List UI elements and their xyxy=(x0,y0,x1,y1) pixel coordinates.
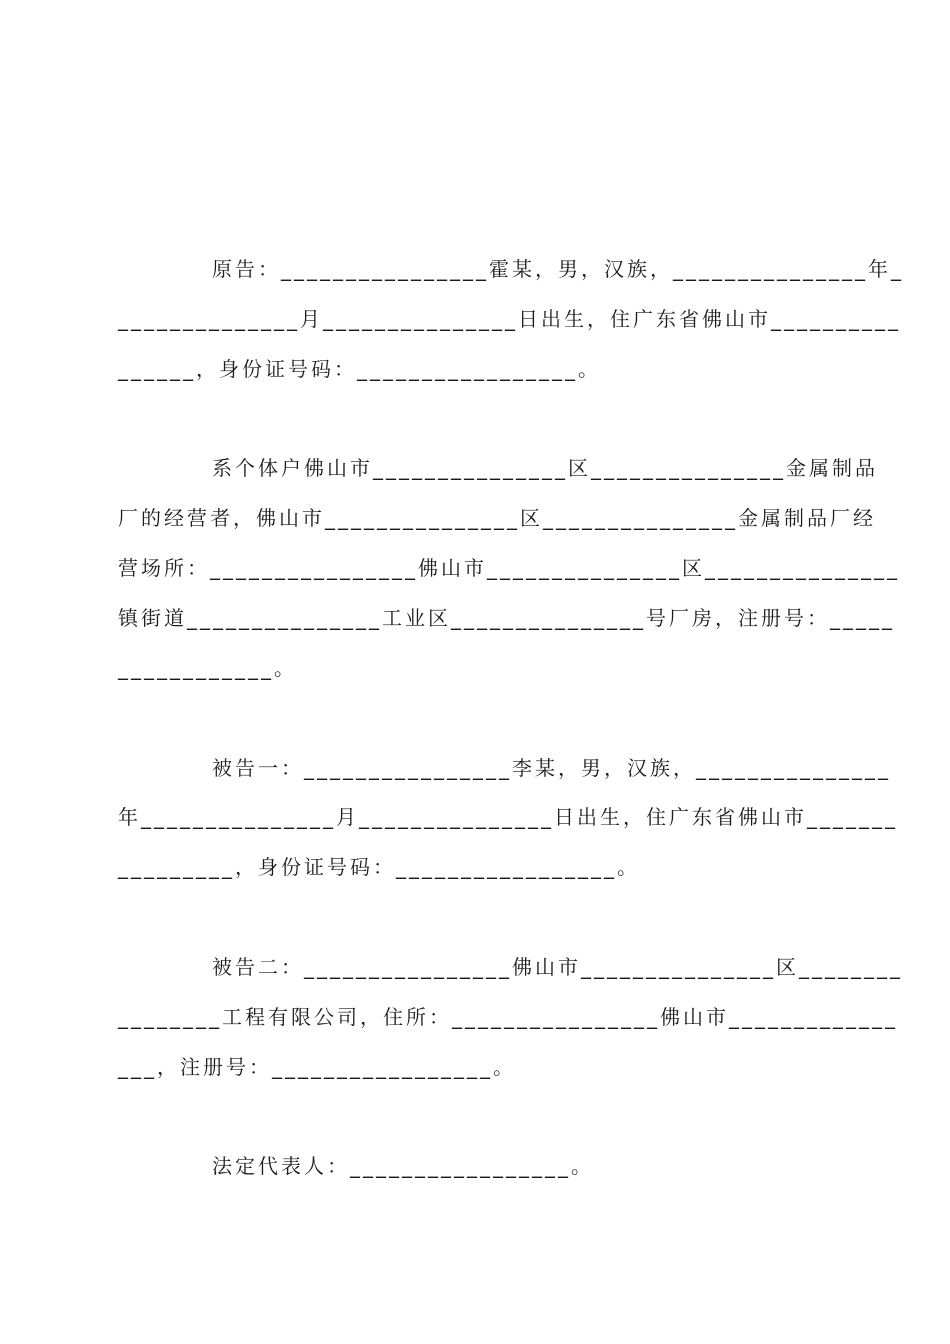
legal-rep-line: 法定代表人：_________________。 xyxy=(212,1154,594,1178)
business-line-4: 镇街道_______________工业区_______________号厂房，注册号：_____ xyxy=(118,606,895,630)
defendant-two-line-2: ________工程有限公司，住所：________________佛山市_____________ xyxy=(118,1005,898,1029)
plaintiff-line-2: ______________月_______________日出生，住广东省佛山市__________ xyxy=(118,307,901,331)
business-line-1: 系个体户佛山市_______________区_______________金属制品 xyxy=(212,456,878,480)
defendant-one-line-3: _________，身份证号码：_________________。 xyxy=(118,855,640,879)
business-line-5: ____________。 xyxy=(118,656,297,680)
defendant-one-line-1: 被告一：________________李某，男，汉族，_______________ xyxy=(212,756,891,780)
business-line-3: 营场所：________________佛山市_______________区_______________ xyxy=(118,556,900,580)
defendant-one-line-2: 年_______________月_______________日出生，住广东省佛山市_______ xyxy=(118,805,898,829)
plaintiff-line-1: 原告：________________霍某，男，汉族，_______________年_ xyxy=(212,257,904,281)
defendant-two-line-3: ___，注册号：_________________。 xyxy=(118,1055,516,1079)
plaintiff-line-3: ______，身份证号码：_________________。 xyxy=(118,357,601,381)
business-line-2: 厂的经营者，佛山市_______________区_______________金属制品厂经 xyxy=(118,506,876,530)
defendant-two-line-1: 被告二：________________佛山市_______________区________ xyxy=(212,955,903,979)
